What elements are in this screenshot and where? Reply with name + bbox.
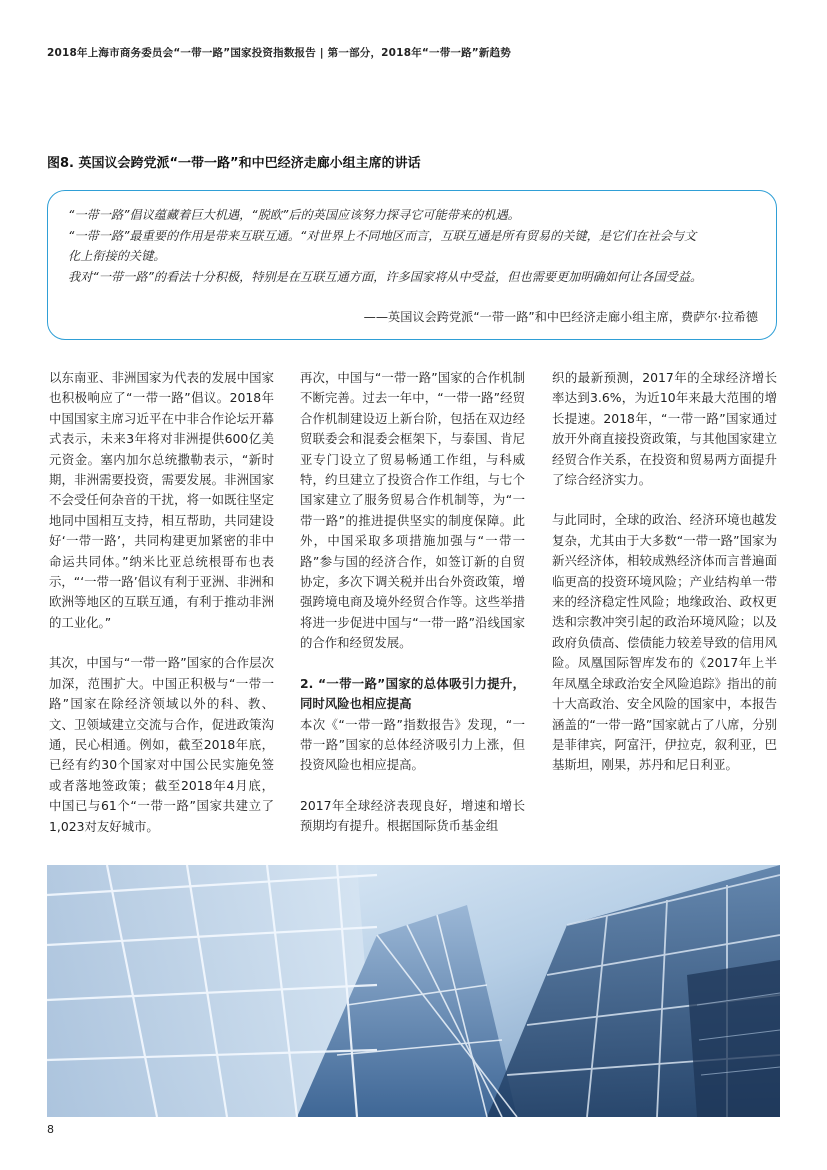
page-number: 8 — [47, 1123, 54, 1136]
quote-box — [47, 190, 777, 340]
quote-line-2: “一带一路”最重要的作用是带来互联互通。“对世界上不同地区而言，互联互通是所有贸易的关键，是它们在社会与文 — [68, 228, 697, 243]
paragraph: 其次，中国与“一带一路”国家的合作层次加深，范围扩大。中国正积极与“一带一路”国家在除经济领域以外的科、教、文、卫领域建立交流与合作，促进政策沟通，民心相通。例如，截至2018年底，已经有约30个国家对中国公民实施免签或者落地签政策；截至2018年4月底，中国已与61个“一带一路”国家共建立了1,023对友好城市。 — [49, 655, 274, 834]
quote-attribution: ——英国议会跨党派“一带一路”和中巴经济走廊小组主席，费萨尔·拉希德 — [363, 310, 758, 324]
figure-title: 图8. 英国议会跨党派“一带一路”和中巴经济走廊小组主席的讲话 — [47, 156, 421, 171]
paragraph: 以东南亚、非洲国家为代表的发展中国家也积极响应了“一带一路”倡议。2018年中国国家主席习近平在中非合作论坛开幕式表示，未来3年将对非洲提供600亿美元资金。塞内加尔总统撒勒表示，“新时期，非洲需要投资，需要发展。非洲国家不会受任何杂音的干扰，将一如既往坚定地同中国相互支持，相互帮助，共同建设好‘一带一路’，共同构建更加紧密的非中命运共同体。”纳米比亚总统根哥布也表示，“‘一带一路’倡议有利于亚洲、非洲和欧洲等地区的互联互通，有利于推动非洲的工业化。” — [49, 370, 274, 630]
quote-line-1: “一带一路”倡议蕴藏着巨大机遇，“脱欧”后的英国应该努力探寻它可能带来的机遇。 — [68, 208, 520, 222]
paragraph: 本次《“一带一路”指数报告》发现，“一带一路”国家的总体经济吸引力上涨，但投资风险也相应提高。 — [300, 716, 525, 773]
quote-line-4: 我对“一带一路”的看法十分积极，特别是在互联互通方面，许多国家将从中受益，但也需要更加明确如何让各国受益。 — [68, 269, 703, 284]
quote-line-3: 化上衔接的关键。 — [68, 249, 166, 263]
text-column-1 — [49, 368, 274, 857]
glass-skyscraper-photo — [47, 865, 780, 1117]
text-column-3 — [552, 368, 777, 796]
paragraph: 与此同时，全球的政治、经济环境也越发复杂，尤其由于大多数“一带一路”国家为新兴经济体，相较成熟经济体而言普遍面临更高的投资环境风险；产业结构单一带来的经济稳定性风险；地缘政治、政权更迭和宗教冲突引起的政治环境风险；以及政府负债高、偿债能力较差导致的信用风险。凤凰国际智库发布的《2017年上半年凤凰全球政治安全风险追踪》指出的前十大高政治、安全风险的国家中，本报告涵盖的“一带一路”国家就占了八席，分别是菲律宾，阿富汗，伊拉克，叙利亚，巴基斯坦，刚果，苏丹和尼日利亚。 — [552, 512, 777, 773]
paragraph: 再次，中国与“一带一路”国家的合作机制不断完善。过去一年中，“一带一路”经贸合作机制建设迈上新台阶，包括在双边经贸联委会和混委会框架下，与泰国、肯尼亚专门设立了贸易畅通工作组，与科威特，约旦建立了投资合作工作组，与七个国家建立了服务贸易合作机制等，为“一带一路”的推进提供坚实的制度保障。此外，中国采取多项措施加强与“一带一路”参与国的经济合作，如签订新的自贸协定，多次下调关税并出台外资政策，增强跨境电商及境外经贸合作等。这些举措将进一步促进中国与“一带一路”沿线国家的合作和经贸发展。 — [300, 370, 525, 651]
text-column-2 — [300, 368, 525, 857]
paragraph: 2017年全球经济表现良好，增速和增长预期均有提升。根据国际货币基金组 — [300, 797, 525, 834]
section-heading: 2. “一带一路”国家的总体吸引力提升，同时风险也相应提高 — [300, 675, 525, 712]
paragraph: 织的最新预测，2017年的全球经济增长率达到3.6%，为近10年来最大范围的增长提速。2018年，“一带一路”国家通过放开外商直接投资政策，与其他国家建立经贸合作关系，在投资和贸易两方面提升了综合经济实力。 — [552, 370, 777, 488]
running-header: 2018年上海市商务委员会“一带一路”国家投资指数报告 | 第一部分，2018年“一带一路”新趋势 — [47, 47, 511, 59]
